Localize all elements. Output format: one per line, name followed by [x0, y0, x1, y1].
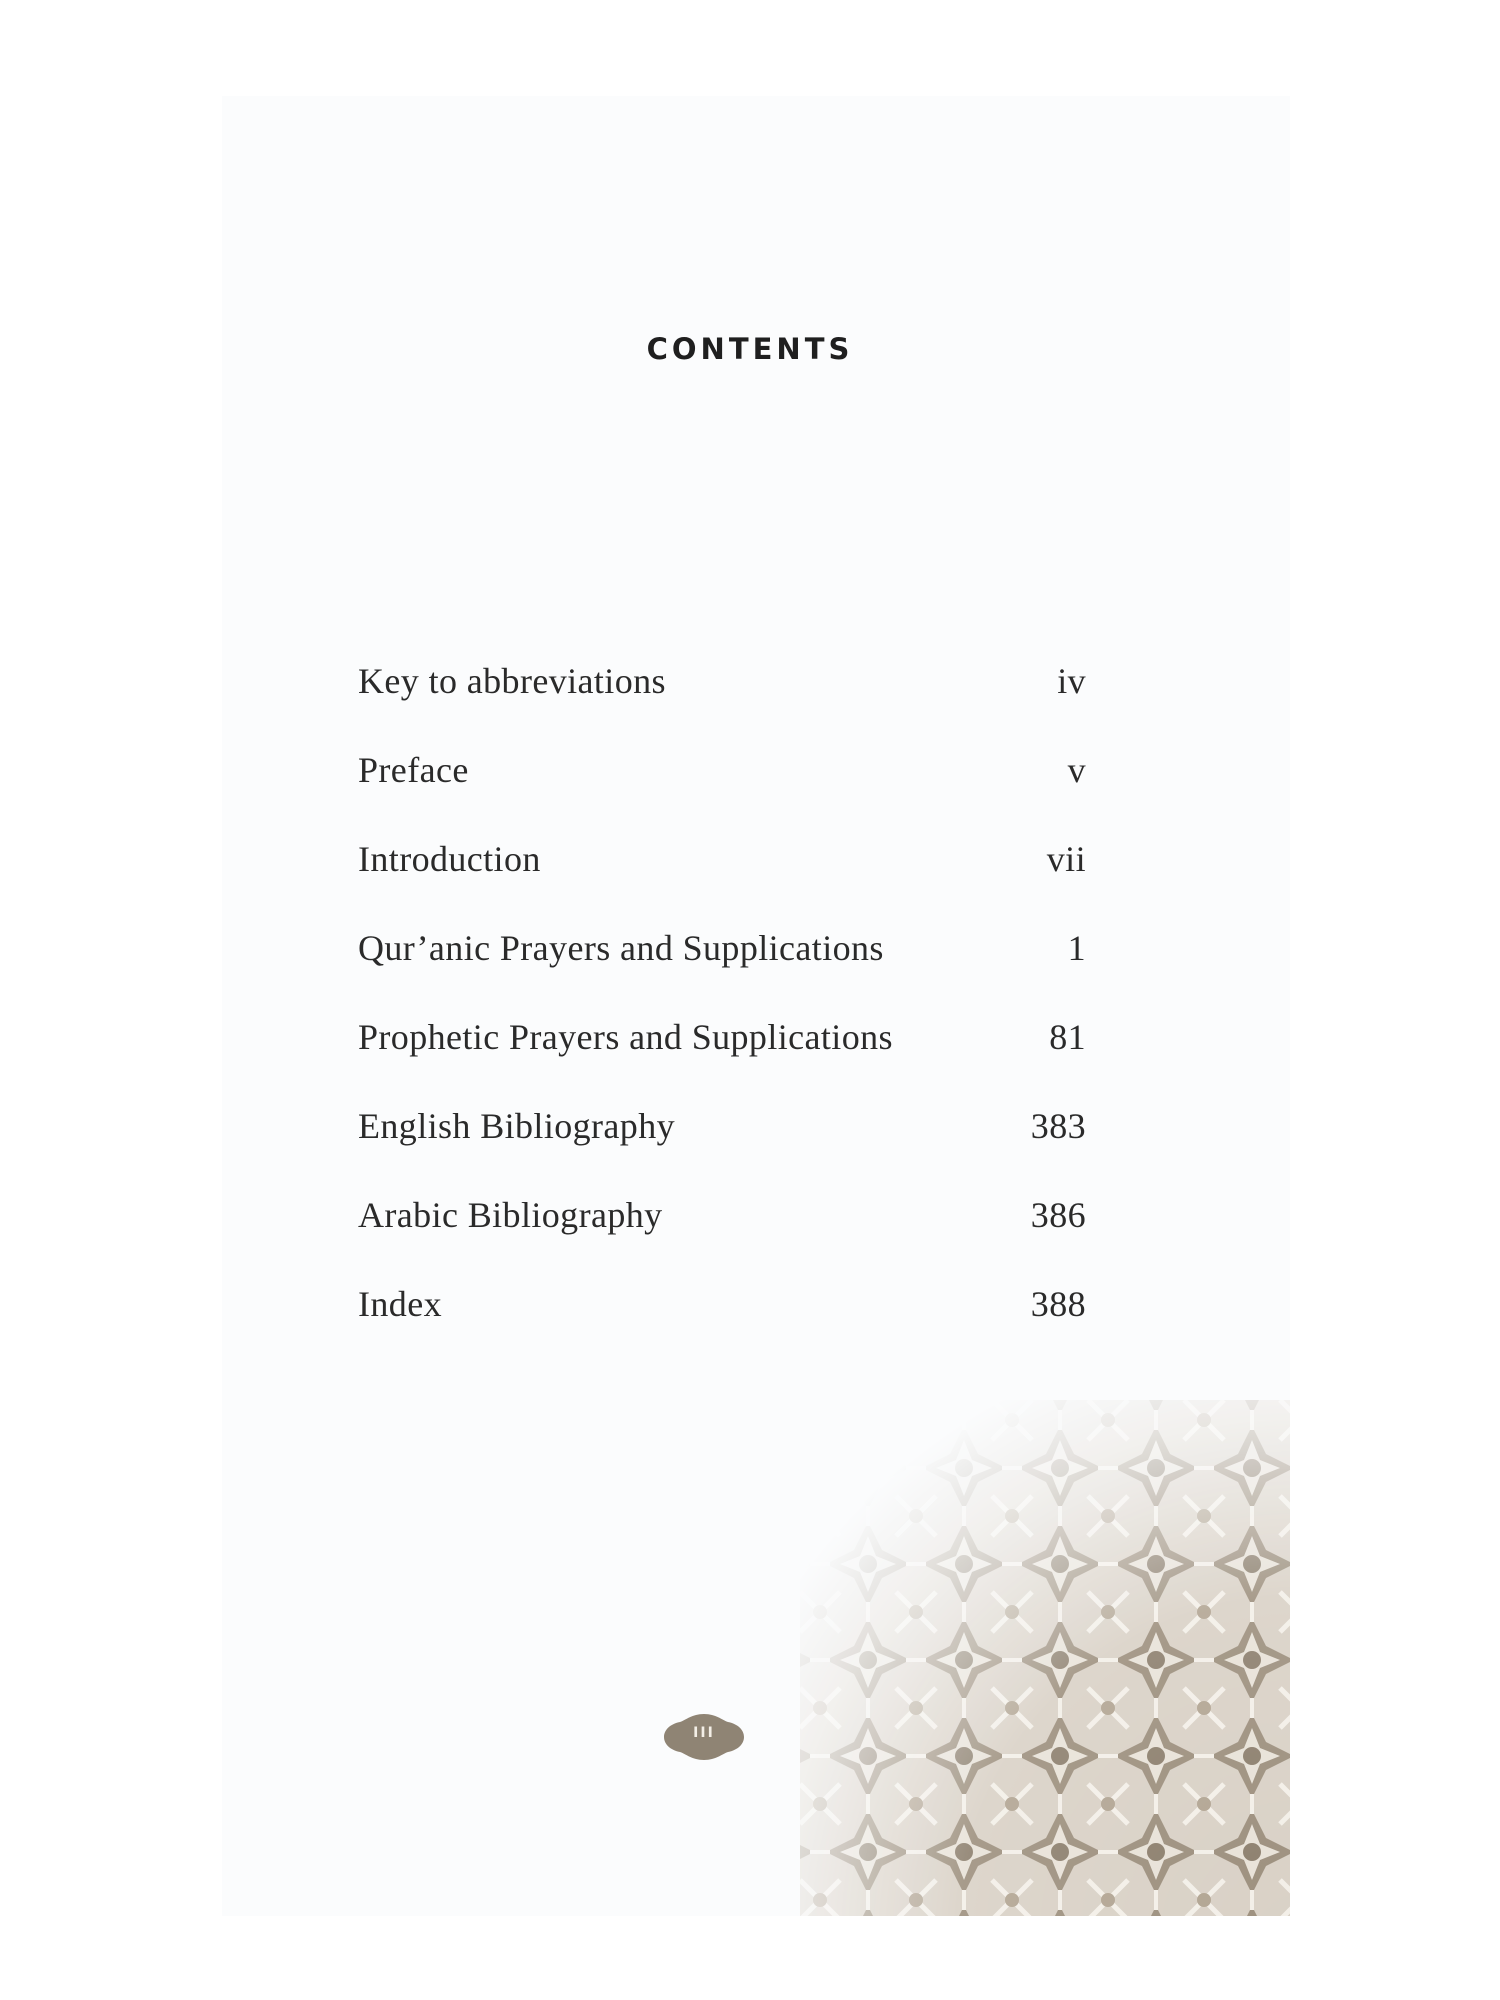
toc-entry-label: Preface — [358, 750, 469, 790]
folio-badge — [662, 1712, 746, 1762]
toc-entry[interactable] — [358, 838, 1086, 927]
toc-entry[interactable] — [358, 1105, 1086, 1194]
toc-entry-page: 1 — [1067, 928, 1086, 968]
page-title: CONTENTS — [646, 332, 854, 366]
toc-entry-label: Key to abbreviations — [358, 661, 666, 701]
toc-entry-page: 81 — [1049, 1017, 1086, 1057]
toc-entry-label: Index — [358, 1284, 442, 1324]
toc-entry-page: 383 — [1030, 1106, 1086, 1146]
toc-entry[interactable] — [358, 927, 1086, 1016]
toc-entry[interactable] — [358, 1016, 1086, 1105]
toc-entry-page: iv — [1057, 661, 1086, 701]
toc-entry[interactable] — [358, 749, 1086, 838]
toc-entry[interactable] — [358, 660, 1086, 749]
toc-entry-page: 388 — [1030, 1284, 1086, 1324]
toc-entry-label: Arabic Bibliography — [358, 1195, 663, 1235]
toc-entry[interactable] — [358, 1194, 1086, 1283]
toc-entry-label: English Bibliography — [358, 1106, 675, 1146]
toc-entry-page: vii — [1046, 839, 1086, 879]
toc-entry-label: Introduction — [358, 839, 541, 879]
page-number: III — [693, 1725, 715, 1741]
toc-entry[interactable] — [358, 1283, 1086, 1372]
table-of-contents — [358, 660, 1086, 1372]
toc-entry-label: Qur’anic Prayers and Supplications — [358, 928, 884, 968]
toc-entry-page: 386 — [1030, 1195, 1086, 1235]
toc-entry-label: Prophetic Prayers and Supplications — [358, 1017, 893, 1057]
toc-entry-page: v — [1067, 750, 1086, 790]
